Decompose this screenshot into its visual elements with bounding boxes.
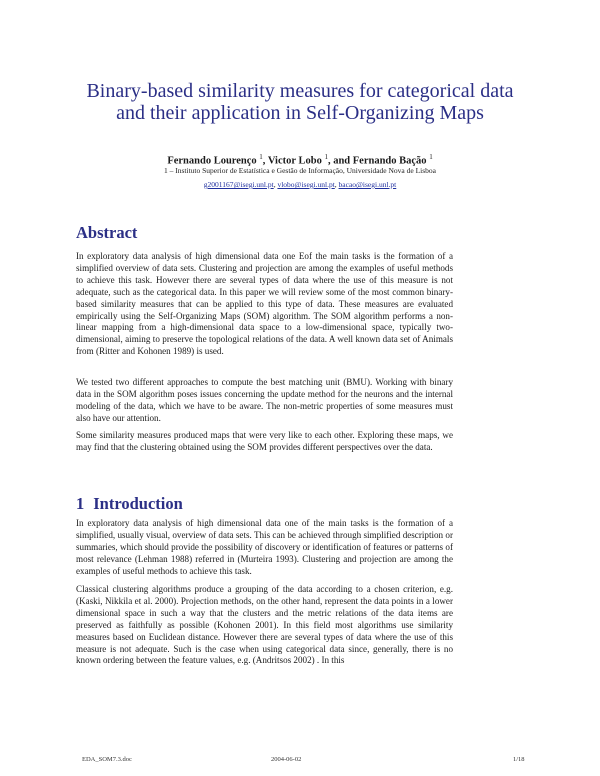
introduction-paragraph: Classical clustering algorithms produce a grouping of the data according to a chosen criterion, e.g. (Kaski, Nikkila et al. 2000). Projection methods, on the other hand, represent the data points in a lower dimensional space in such a way that the clusters and the metric relations of the data items are preserved as faithfully as possible (Kohonen 2001). In this field most algorithms use similarity measures based on Euclidean distance. However there are several types of data where the use of this measure is not adequate. Such is the case when using categorical data since, generally, there is no known ordering between the feature values, e.g. (Andritsos 2002) . In this: [76, 584, 453, 666]
section-number: 1: [76, 494, 85, 513]
author-name: Fernando Bação: [352, 155, 427, 167]
introduction-heading: [76, 494, 183, 514]
author-affiliation-mark: 1: [259, 153, 263, 161]
introduction-paragraph: In exploratory data analysis of high dimensional data one of the main tasks is the formation of a simplified, usually visual, overview of data sets. This can be achieved through simplified description or summaries, which should provide the possibility of discovery or identification of features or patterns of most relevance (Lehman 1988) referred in (Murteira 1993). Clustering and projection are among the examples of useful methods to achieve this task.: [76, 518, 453, 576]
abstract-paragraph: In exploratory data analysis of high dimensional data one Eof the main tasks is the formation of a simplified overview of data sets. Clustering and projection are among the examples of useful methods to achieve this task. However there are several types of data where the use of this measure is not adequate, such as the categorical data. In this paper we will review some of the most common binary-based similarity measures that can be applied to this type of data. These measures are evaluated empirically using the Self-Organizing Maps (SOM) algorithm. The SOM algorithm performs a non-linear mapping from a high-dimensional data space to a low-dimensional space, typically two-dimensional, aiming to preserve the topological relations of the data. A well known data set of Animals from (Ritter and Kohonen 1989) is used.: [76, 251, 453, 357]
email-list: g2001167@isegi.unl.pt, vlobo@isegi.unl.pt, bacao@isegi.unl.pt: [203, 180, 397, 189]
author-affiliation-mark: 1: [324, 153, 328, 161]
email-link[interactable]: vlobo@isegi.unl.pt: [277, 180, 335, 189]
author-separator: , and: [327, 155, 353, 167]
affiliation: 1 – Instituto Superior de Estatística e Gestão de Informação, Universidade Nova de Lisboa: [163, 166, 436, 175]
author-name: Fernando Lourenço: [167, 155, 257, 167]
paper-title: Binary-based similarity measures for categorical data and their application in Self-Organizing Maps: [86, 80, 514, 124]
email-link[interactable]: bacao@isegi.unl.pt: [338, 180, 397, 189]
author-affiliation-mark: 1: [429, 153, 433, 161]
email-link[interactable]: g2001167@isegi.unl.pt: [203, 180, 274, 189]
abstract-paragraph: We tested two different approaches to compute the best matching unit (BMU). Working with binary data in the SOM algorithm poses issues concerning the update method for the neurons and the internal modeling of the data, which we have to be aware. The non-metric properties of some measures must also have our attention.: [76, 377, 453, 423]
abstract-heading: Abstract: [76, 223, 138, 242]
author-name: Victor Lobo: [267, 155, 322, 167]
abstract-paragraph: Some similarity measures produced maps that were very like to each other. Exploring these maps, we may find that the clustering obtained using the SOM provides different perspectives over the data.: [76, 430, 453, 452]
footer-date: 2004-06-02: [271, 756, 302, 763]
footer-page-number: 1/18: [513, 756, 525, 763]
author-separator: ,: [262, 155, 268, 167]
section-title: Introduction: [93, 494, 183, 513]
footer-filename: EDA_SOM7.3.doc: [82, 756, 132, 763]
